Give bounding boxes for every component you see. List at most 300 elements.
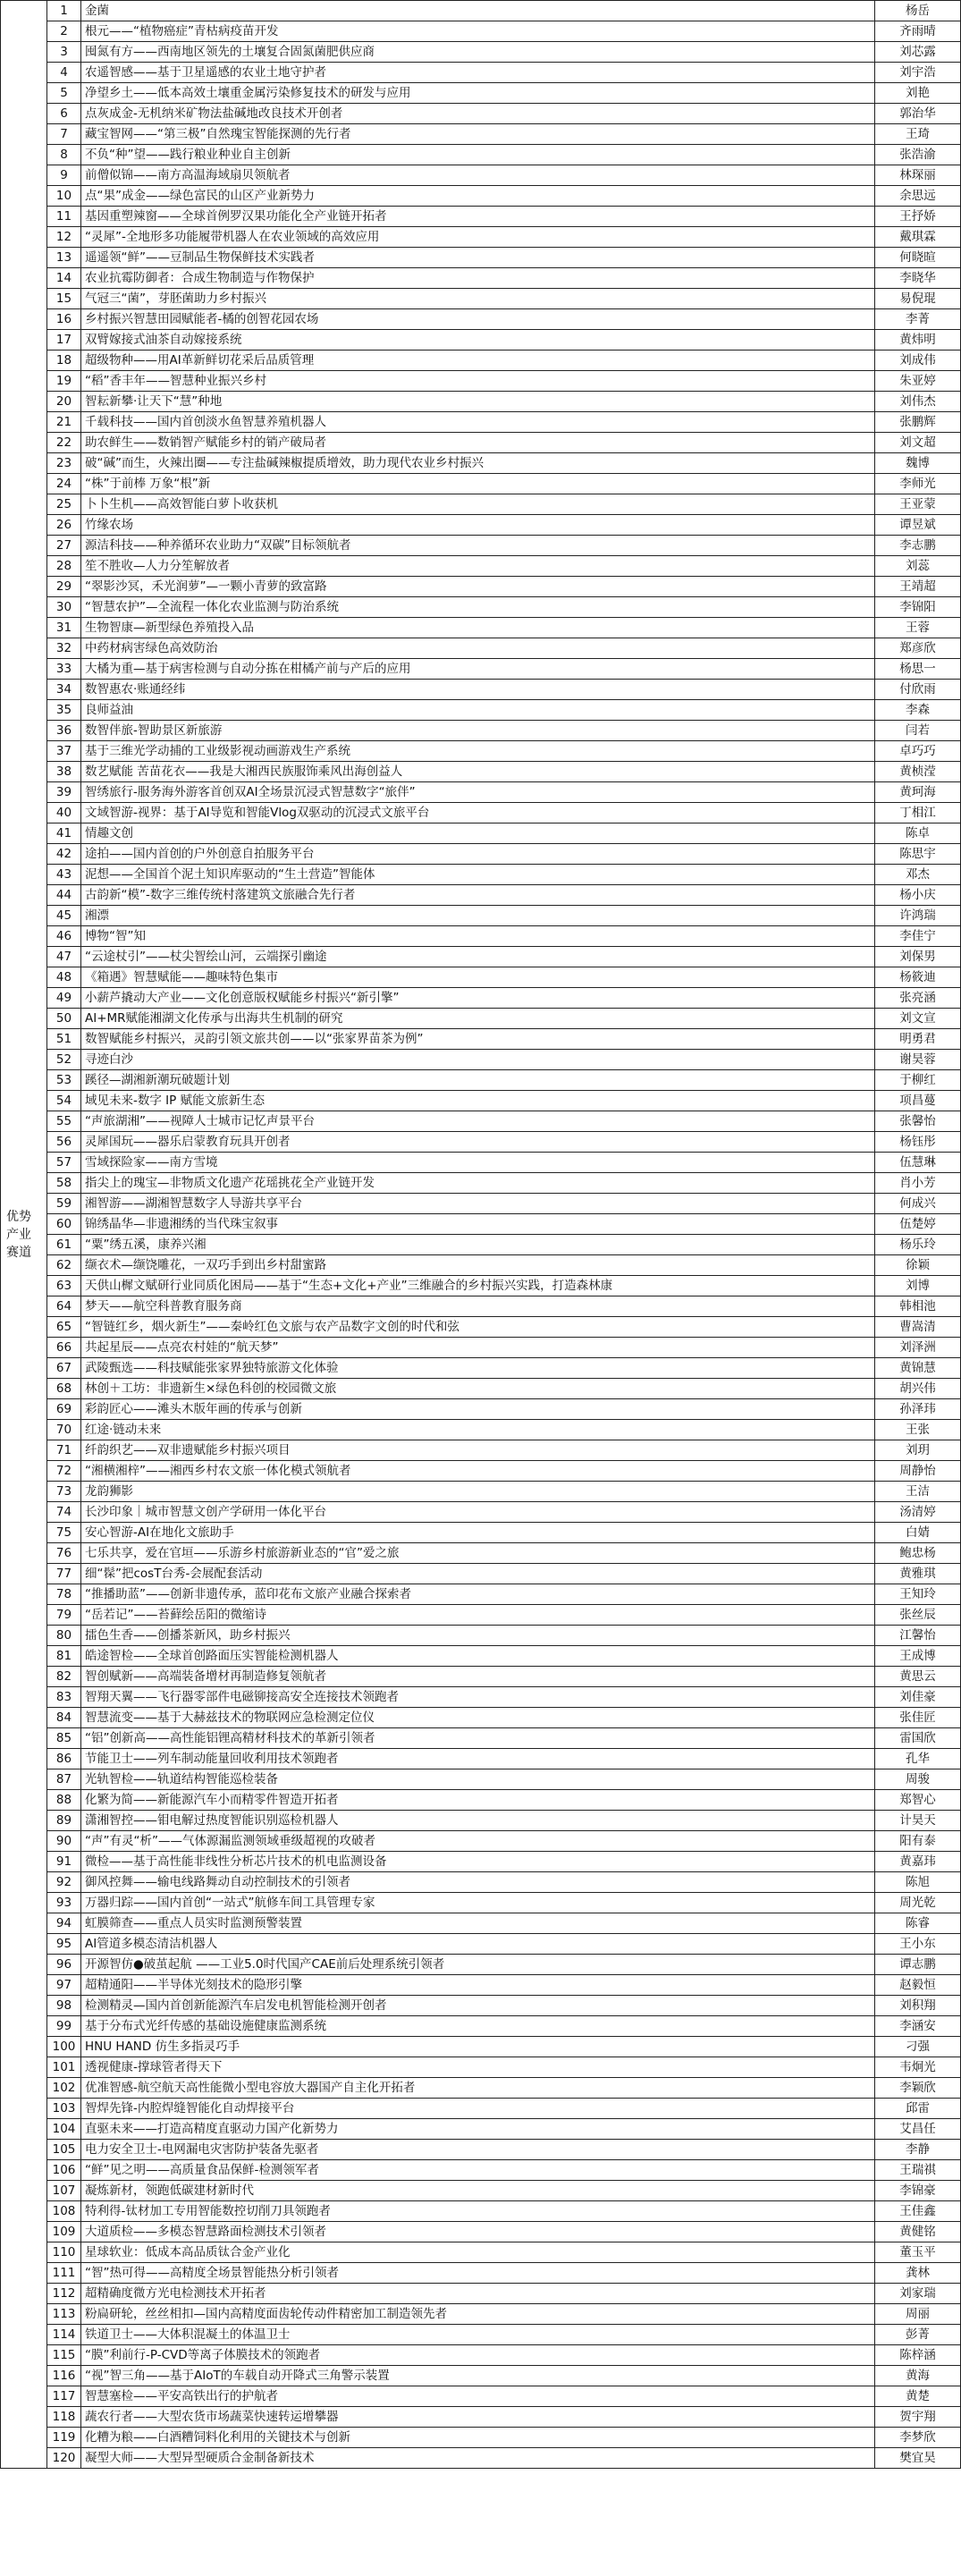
- row-number: 64: [47, 1296, 81, 1317]
- table-row: [1, 2140, 961, 2160]
- project-name: 《箱遇》智慧赋能——趣味特色集市: [81, 967, 875, 988]
- row-number: 62: [47, 1255, 81, 1276]
- project-leader: 张浩渝: [875, 145, 961, 165]
- project-name: 雪域探险家——南方雪境: [81, 1153, 875, 1173]
- project-name: 情趣文创: [81, 823, 875, 844]
- table-row: [1, 2304, 961, 2325]
- project-leader: 陈睿: [875, 1913, 961, 1934]
- project-name: 遥遥领“鲜”——豆制品生物保鲜技术实践者: [81, 248, 875, 268]
- row-number: 72: [47, 1461, 81, 1482]
- row-number: 41: [47, 823, 81, 844]
- row-number: 13: [47, 248, 81, 268]
- table-row: [1, 21, 961, 42]
- project-leader: 艾昌任: [875, 2119, 961, 2140]
- project-leader: 张鹏辉: [875, 412, 961, 433]
- project-name: 农遥智感——基于卫星遥感的农业土地守护者: [81, 63, 875, 83]
- row-number: 113: [47, 2304, 81, 2325]
- table-row: [1, 967, 961, 988]
- table-row: [1, 1255, 961, 1276]
- row-number: 4: [47, 63, 81, 83]
- table-row: [1, 823, 961, 844]
- table-row: [1, 1358, 961, 1379]
- row-number: 36: [47, 721, 81, 741]
- row-number: 75: [47, 1523, 81, 1543]
- project-name: 智创赋新——高端装备增材再制造修复领航者: [81, 1667, 875, 1687]
- row-number: 99: [47, 2016, 81, 2037]
- table-row: [1, 1, 961, 21]
- table-row: [1, 700, 961, 721]
- project-name: “鲜”见之明——高质量食品保鲜-检测领军者: [81, 2160, 875, 2181]
- project-leader: 李志鹏: [875, 536, 961, 556]
- row-number: 88: [47, 1790, 81, 1811]
- table-row: [1, 1338, 961, 1358]
- row-number: 21: [47, 412, 81, 433]
- project-leader: 王亚蒙: [875, 494, 961, 515]
- project-leader: 刘文超: [875, 433, 961, 453]
- table-row: [1, 371, 961, 392]
- row-number: 79: [47, 1605, 81, 1626]
- project-leader: 李涵安: [875, 2016, 961, 2037]
- project-name: 智慧流变——基于大赫兹技术的物联网应急检测定位仪: [81, 1708, 875, 1728]
- row-number: 105: [47, 2140, 81, 2160]
- table-row: [1, 207, 961, 227]
- row-number: 87: [47, 1769, 81, 1790]
- table-row: [1, 1790, 961, 1811]
- project-leader: 李森: [875, 700, 961, 721]
- project-leader: 周丽: [875, 2304, 961, 2325]
- row-number: 92: [47, 1872, 81, 1893]
- project-leader: 陈旭: [875, 1872, 961, 1893]
- project-name: 优准智感-航空航天高性能微小型电容放大器国产自主化开拓者: [81, 2078, 875, 2099]
- table-row: [1, 1708, 961, 1728]
- row-number: 25: [47, 494, 81, 515]
- row-number: 53: [47, 1070, 81, 1091]
- table-row: [1, 309, 961, 330]
- project-leader: 王佳鑫: [875, 2201, 961, 2222]
- table-row: [1, 1132, 961, 1153]
- table-row: [1, 947, 961, 967]
- row-number: 6: [47, 104, 81, 124]
- project-name: 数智伴旅-智助景区新旅游: [81, 721, 875, 741]
- project-leader: 刘伟杰: [875, 392, 961, 412]
- row-number: 93: [47, 1893, 81, 1913]
- table-row: [1, 638, 961, 659]
- table-row: [1, 2222, 961, 2242]
- row-number: 116: [47, 2366, 81, 2386]
- row-number: 48: [47, 967, 81, 988]
- project-name: “云途杖引”——杖尖智绘山河，云端探引幽途: [81, 947, 875, 967]
- table-row: [1, 988, 961, 1009]
- project-name: AI+MR赋能湘湖文化传承与出海共生机制的研究: [81, 1009, 875, 1029]
- project-leader: 李佳宁: [875, 926, 961, 947]
- row-number: 91: [47, 1852, 81, 1872]
- table-row: [1, 2284, 961, 2304]
- table-row: [1, 1605, 961, 1626]
- project-name: 虹膜筛查——重点人员实时监测预警装置: [81, 1913, 875, 1934]
- row-number: 22: [47, 433, 81, 453]
- project-leader: 刘积翔: [875, 1996, 961, 2016]
- project-leader: 陈卓: [875, 823, 961, 844]
- project-name: 途拍——国内首创的户外创意自拍服务平台: [81, 844, 875, 865]
- table-row: [1, 42, 961, 63]
- project-name: 不负“种”望——践行粮业种业自主创新: [81, 145, 875, 165]
- row-number: 111: [47, 2263, 81, 2284]
- project-name: 小薪芦撬动大产业——文化创意版权赋能乡村振兴“新引擎”: [81, 988, 875, 1009]
- row-number: 27: [47, 536, 81, 556]
- project-leader: 刘家瑞: [875, 2284, 961, 2304]
- table-row: [1, 1091, 961, 1111]
- table-row: [1, 1975, 961, 1996]
- project-leader: 周骏: [875, 1769, 961, 1790]
- project-leader: 付欣雨: [875, 680, 961, 700]
- project-leader: 邱雷: [875, 2099, 961, 2119]
- row-number: 31: [47, 618, 81, 638]
- table-row: [1, 680, 961, 700]
- project-name: 超级物种——用AI革新鲜切花采后品质管理: [81, 351, 875, 371]
- project-name: 生物智康—新型绿色养殖投入品: [81, 618, 875, 638]
- table-row: [1, 289, 961, 309]
- table-row: [1, 1811, 961, 1831]
- project-leader: 何晓暄: [875, 248, 961, 268]
- table-row: [1, 1276, 961, 1296]
- project-name: 凝型大师——大型异型硬质合金制备新技术: [81, 2448, 875, 2469]
- project-leader: 刘宇浩: [875, 63, 961, 83]
- project-leader: 阳有泰: [875, 1831, 961, 1852]
- project-leader: 王瑞祺: [875, 2160, 961, 2181]
- table-row: [1, 1872, 961, 1893]
- project-name: “稻”香丰年——智慧种业振兴乡村: [81, 371, 875, 392]
- table-row: [1, 2407, 961, 2428]
- project-leader: 黄珂海: [875, 782, 961, 803]
- row-number: 9: [47, 165, 81, 186]
- project-name: 源洁科技——种养循环农业助力“双碳”目标领航者: [81, 536, 875, 556]
- project-name: 囤氮有方——西南地区领先的土壤复合固氮菌肥供应商: [81, 42, 875, 63]
- project-leader: 李颖欣: [875, 2078, 961, 2099]
- project-name: 数艺赋能 苦苗花衣——我是大湘西民族服饰乘风出海创益人: [81, 762, 875, 782]
- table-row: [1, 2119, 961, 2140]
- project-leader: 郭治华: [875, 104, 961, 124]
- project-leader: 董玉平: [875, 2242, 961, 2263]
- track-category-cell: 优势产业赛道: [1, 1, 47, 2469]
- project-name: 武陵甄选——科技赋能张家界独特旅游文化体验: [81, 1358, 875, 1379]
- table-row: [1, 2366, 961, 2386]
- project-leader: 白婧: [875, 1523, 961, 1543]
- row-number: 58: [47, 1173, 81, 1194]
- project-leader: 肖小芳: [875, 1173, 961, 1194]
- table-row: [1, 2325, 961, 2345]
- row-number: 73: [47, 1482, 81, 1502]
- table-row: [1, 556, 961, 577]
- project-leader: 伍楚婷: [875, 1214, 961, 1235]
- table-row: [1, 2057, 961, 2078]
- table-row: [1, 1153, 961, 1173]
- row-number: 16: [47, 309, 81, 330]
- project-name: AI管道多模态清洁机器人: [81, 1934, 875, 1955]
- row-number: 106: [47, 2160, 81, 2181]
- table-row: [1, 515, 961, 536]
- project-name: 灵犀国玩——器乐启蒙教育玩具开创者: [81, 1132, 875, 1153]
- project-name: 农业抗霉防御者：合成生物制造与作物保护: [81, 268, 875, 289]
- project-leader: 刘艳: [875, 83, 961, 104]
- row-number: 59: [47, 1194, 81, 1214]
- project-leader: 谢昊蓉: [875, 1050, 961, 1070]
- project-name: 光轨智检——轨道结构智能巡检装备: [81, 1769, 875, 1790]
- table-row: [1, 1893, 961, 1913]
- table-row: [1, 2242, 961, 2263]
- table-row: [1, 474, 961, 494]
- row-number: 84: [47, 1708, 81, 1728]
- project-leader: 贺宇翔: [875, 2407, 961, 2428]
- table-row: [1, 2037, 961, 2057]
- row-number: 10: [47, 186, 81, 207]
- project-leader: 陈思宇: [875, 844, 961, 865]
- project-leader: 李师光: [875, 474, 961, 494]
- row-number: 107: [47, 2181, 81, 2201]
- project-name: 智焊先锋-内腔焊缝智能化自动焊接平台: [81, 2099, 875, 2119]
- project-name: “智链红乡，烟火新生”——秦岭红色文旅与农产品数字文创的时代和弦: [81, 1317, 875, 1338]
- project-leader: 刘成伟: [875, 351, 961, 371]
- project-name: 林创＋工坊：非遗新生×绿色科创的校园微文旅: [81, 1379, 875, 1399]
- project-leader: 胡兴伟: [875, 1379, 961, 1399]
- project-leader: 黄炜明: [875, 330, 961, 351]
- table-row: [1, 2345, 961, 2366]
- project-leader: 邓杰: [875, 865, 961, 885]
- project-name: 铁道卫士——大体积混凝土的体温卫士: [81, 2325, 875, 2345]
- project-name: “株”于前棒 万象“根”新: [81, 474, 875, 494]
- project-name: 检测精灵—国内首创新能源汽车启发电机智能检测开创者: [81, 1996, 875, 2016]
- row-number: 18: [47, 351, 81, 371]
- row-number: 33: [47, 659, 81, 680]
- table-row: [1, 392, 961, 412]
- table-row: [1, 721, 961, 741]
- project-leader: 赵毅恒: [875, 1975, 961, 1996]
- project-name: 微检——基于高性能非线性分析芯片技术的机电监测设备: [81, 1852, 875, 1872]
- project-name: 笙不胜收—人力分笙解放者: [81, 556, 875, 577]
- row-number: 115: [47, 2345, 81, 2366]
- row-number: 51: [47, 1029, 81, 1050]
- table-row: [1, 2201, 961, 2222]
- project-name: 基于三维光学动捕的工业级影视动画游戏生产系统: [81, 741, 875, 762]
- project-table-body: [1, 1, 961, 2469]
- row-number: 90: [47, 1831, 81, 1852]
- project-name: 卜卜生机——高效智能白萝卜收获机: [81, 494, 875, 515]
- project-name: 前僧似锦——南方高温海域扇贝领航者: [81, 165, 875, 186]
- table-row: [1, 1523, 961, 1543]
- project-name: 博物“智”知: [81, 926, 875, 947]
- project-name: 泥想——全国首个泥土知识库驱动的“生土营造”智能体: [81, 865, 875, 885]
- row-number: 24: [47, 474, 81, 494]
- row-number: 11: [47, 207, 81, 227]
- table-row: [1, 885, 961, 906]
- table-row: [1, 1934, 961, 1955]
- project-leader: 刘保男: [875, 947, 961, 967]
- row-number: 108: [47, 2201, 81, 2222]
- project-name: 粉扁研轮，丝丝相扣—国内高精度面齿轮传动件精密加工制造领先者: [81, 2304, 875, 2325]
- project-name: 龙韵狮影: [81, 1482, 875, 1502]
- table-row: [1, 782, 961, 803]
- project-leader: 刁强: [875, 2037, 961, 2057]
- project-name: 基因重塑辣窗——全球首例罗汉果功能化全产业链开拓者: [81, 207, 875, 227]
- project-leader: 樊宜昊: [875, 2448, 961, 2469]
- row-number: 60: [47, 1214, 81, 1235]
- project-name: 气冠三“菌”，芽胚菌助力乡村振兴: [81, 289, 875, 309]
- project-leader: 徐颖: [875, 1255, 961, 1276]
- row-number: 110: [47, 2242, 81, 2263]
- row-number: 17: [47, 330, 81, 351]
- row-number: 52: [47, 1050, 81, 1070]
- row-number: 46: [47, 926, 81, 947]
- table-row: [1, 165, 961, 186]
- project-name: 安心智游-AI在地化文旅助手: [81, 1523, 875, 1543]
- project-name: 超精通阳——半导体光刻技术的隐形引擎: [81, 1975, 875, 1996]
- table-row: [1, 1769, 961, 1790]
- row-number: 54: [47, 1091, 81, 1111]
- row-number: 70: [47, 1420, 81, 1440]
- table-row: [1, 803, 961, 823]
- row-number: 65: [47, 1317, 81, 1338]
- project-leader: 易倪琨: [875, 289, 961, 309]
- table-row: [1, 659, 961, 680]
- table-row: [1, 1009, 961, 1029]
- table-row: [1, 1543, 961, 1564]
- project-name: 化繁为简——新能源汽车小而精零件智造开拓者: [81, 1790, 875, 1811]
- project-leader: 于柳红: [875, 1070, 961, 1091]
- row-number: 76: [47, 1543, 81, 1564]
- project-leader: 刘玥: [875, 1440, 961, 1461]
- project-name: 细“髹”把cosT台秀-会展配套活动: [81, 1564, 875, 1584]
- project-name: 古韵新“模”-数字三维传统村落建筑文旅融合先行者: [81, 885, 875, 906]
- table-row: [1, 1502, 961, 1523]
- row-number: 47: [47, 947, 81, 967]
- table-row: [1, 1399, 961, 1420]
- row-number: 43: [47, 865, 81, 885]
- table-row: [1, 1687, 961, 1708]
- table-row: [1, 1214, 961, 1235]
- table-row: [1, 1584, 961, 1605]
- table-row: [1, 1646, 961, 1667]
- table-row: [1, 433, 961, 453]
- project-leader: 丁相江: [875, 803, 961, 823]
- table-row: [1, 1379, 961, 1399]
- table-row: [1, 2448, 961, 2469]
- project-leader: 齐雨晴: [875, 21, 961, 42]
- table-row: [1, 1111, 961, 1132]
- row-number: 28: [47, 556, 81, 577]
- row-number: 15: [47, 289, 81, 309]
- project-name: 竹缘农场: [81, 515, 875, 536]
- table-row: [1, 1173, 961, 1194]
- project-name: “声”有灵“析”——气体源漏监测领域垂级超视的攻破者: [81, 1831, 875, 1852]
- project-leader: 王成博: [875, 1646, 961, 1667]
- project-name: 锦绣晶华—非遗湘绣的当代珠宝叙事: [81, 1214, 875, 1235]
- project-name: “翠影沙冥，禾光润萝”—一颗小青萝的致富路: [81, 577, 875, 597]
- table-row: [1, 1626, 961, 1646]
- table-row: [1, 1482, 961, 1502]
- project-leader: 项昌蔓: [875, 1091, 961, 1111]
- table-row: [1, 412, 961, 433]
- table-row: [1, 577, 961, 597]
- project-leader: 杨乐玲: [875, 1235, 961, 1255]
- row-number: 103: [47, 2099, 81, 2119]
- table-row: [1, 1749, 961, 1769]
- project-name: 数智赋能乡村振兴，灵韵引领文旅共创——以“张家界苗茶为例”: [81, 1029, 875, 1050]
- table-row: [1, 268, 961, 289]
- project-leader: 孙泽玮: [875, 1399, 961, 1420]
- row-number: 50: [47, 1009, 81, 1029]
- row-number: 44: [47, 885, 81, 906]
- table-row: [1, 762, 961, 782]
- row-number: 85: [47, 1728, 81, 1749]
- row-number: 96: [47, 1955, 81, 1975]
- project-leader: 魏博: [875, 453, 961, 474]
- project-leader: 林琛丽: [875, 165, 961, 186]
- row-number: 56: [47, 1132, 81, 1153]
- table-row: [1, 1070, 961, 1091]
- project-leader: 刘博: [875, 1276, 961, 1296]
- project-name: 潇湘智控——钼电解过热度智能识别巡检机器人: [81, 1811, 875, 1831]
- project-name: 大道质检——多模态智慧路面检测技术引领者: [81, 2222, 875, 2242]
- project-name: “铝”创新高——高性能铝锂高精材科技术的革新引领者: [81, 1728, 875, 1749]
- table-row: [1, 536, 961, 556]
- table-row: [1, 1996, 961, 2016]
- row-number: 61: [47, 1235, 81, 1255]
- project-leader: 戴琪霖: [875, 227, 961, 248]
- project-name: 净望乡土——低本高效土壤重金属污染修复技术的研发与应用: [81, 83, 875, 104]
- project-name: 数智惠农·账通经纬: [81, 680, 875, 700]
- project-leader: 黄嘉玮: [875, 1852, 961, 1872]
- project-leader: 彭菁: [875, 2325, 961, 2345]
- project-leader: 汤清婷: [875, 1502, 961, 1523]
- project-leader: 张亮涵: [875, 988, 961, 1009]
- project-name: 文域智游-视界：基于AI导览和智能Vlog双驱动的沉浸式文旅平台: [81, 803, 875, 823]
- project-leader: 刘佳豪: [875, 1687, 961, 1708]
- table-row: [1, 1831, 961, 1852]
- project-name: 共起星辰——点亮农村娃的“航天梦”: [81, 1338, 875, 1358]
- project-leader: 谭昱斌: [875, 515, 961, 536]
- project-leader: 黄雅琪: [875, 1564, 961, 1584]
- project-name: 化糟为粮——白酒糟饲料化利用的关键技术与创新: [81, 2428, 875, 2448]
- project-leader: 王抒娇: [875, 207, 961, 227]
- table-row: [1, 741, 961, 762]
- row-number: 74: [47, 1502, 81, 1523]
- row-number: 8: [47, 145, 81, 165]
- project-name: 电力安全卫士-电网漏电灾害防护装备先驱者: [81, 2140, 875, 2160]
- project-leader: 黄思云: [875, 1667, 961, 1687]
- project-leader: 曹嵩清: [875, 1317, 961, 1338]
- table-row: [1, 2099, 961, 2119]
- row-number: 23: [47, 453, 81, 474]
- project-name: 超精确度微方光电检测技术开拓者: [81, 2284, 875, 2304]
- project-name: “粟”绣五溪，康养兴湘: [81, 1235, 875, 1255]
- table-row: [1, 1564, 961, 1584]
- project-name: 点“果”成金——绿色富民的山区产业新势力: [81, 186, 875, 207]
- row-number: 39: [47, 782, 81, 803]
- table-row: [1, 83, 961, 104]
- row-number: 20: [47, 392, 81, 412]
- row-number: 82: [47, 1667, 81, 1687]
- table-row: [1, 63, 961, 83]
- row-number: 5: [47, 83, 81, 104]
- project-leader: 朱亚婷: [875, 371, 961, 392]
- table-row: [1, 330, 961, 351]
- row-number: 86: [47, 1749, 81, 1769]
- table-row: [1, 248, 961, 268]
- project-leader: 周静怡: [875, 1461, 961, 1482]
- project-name: 指尖上的瑰宝—非物质文化遗产花瑶挑花全产业链开发: [81, 1173, 875, 1194]
- row-number: 38: [47, 762, 81, 782]
- table-row: [1, 597, 961, 618]
- project-name: 蔬农行者——大型农货市场蔬菜快速转运增攀器: [81, 2407, 875, 2428]
